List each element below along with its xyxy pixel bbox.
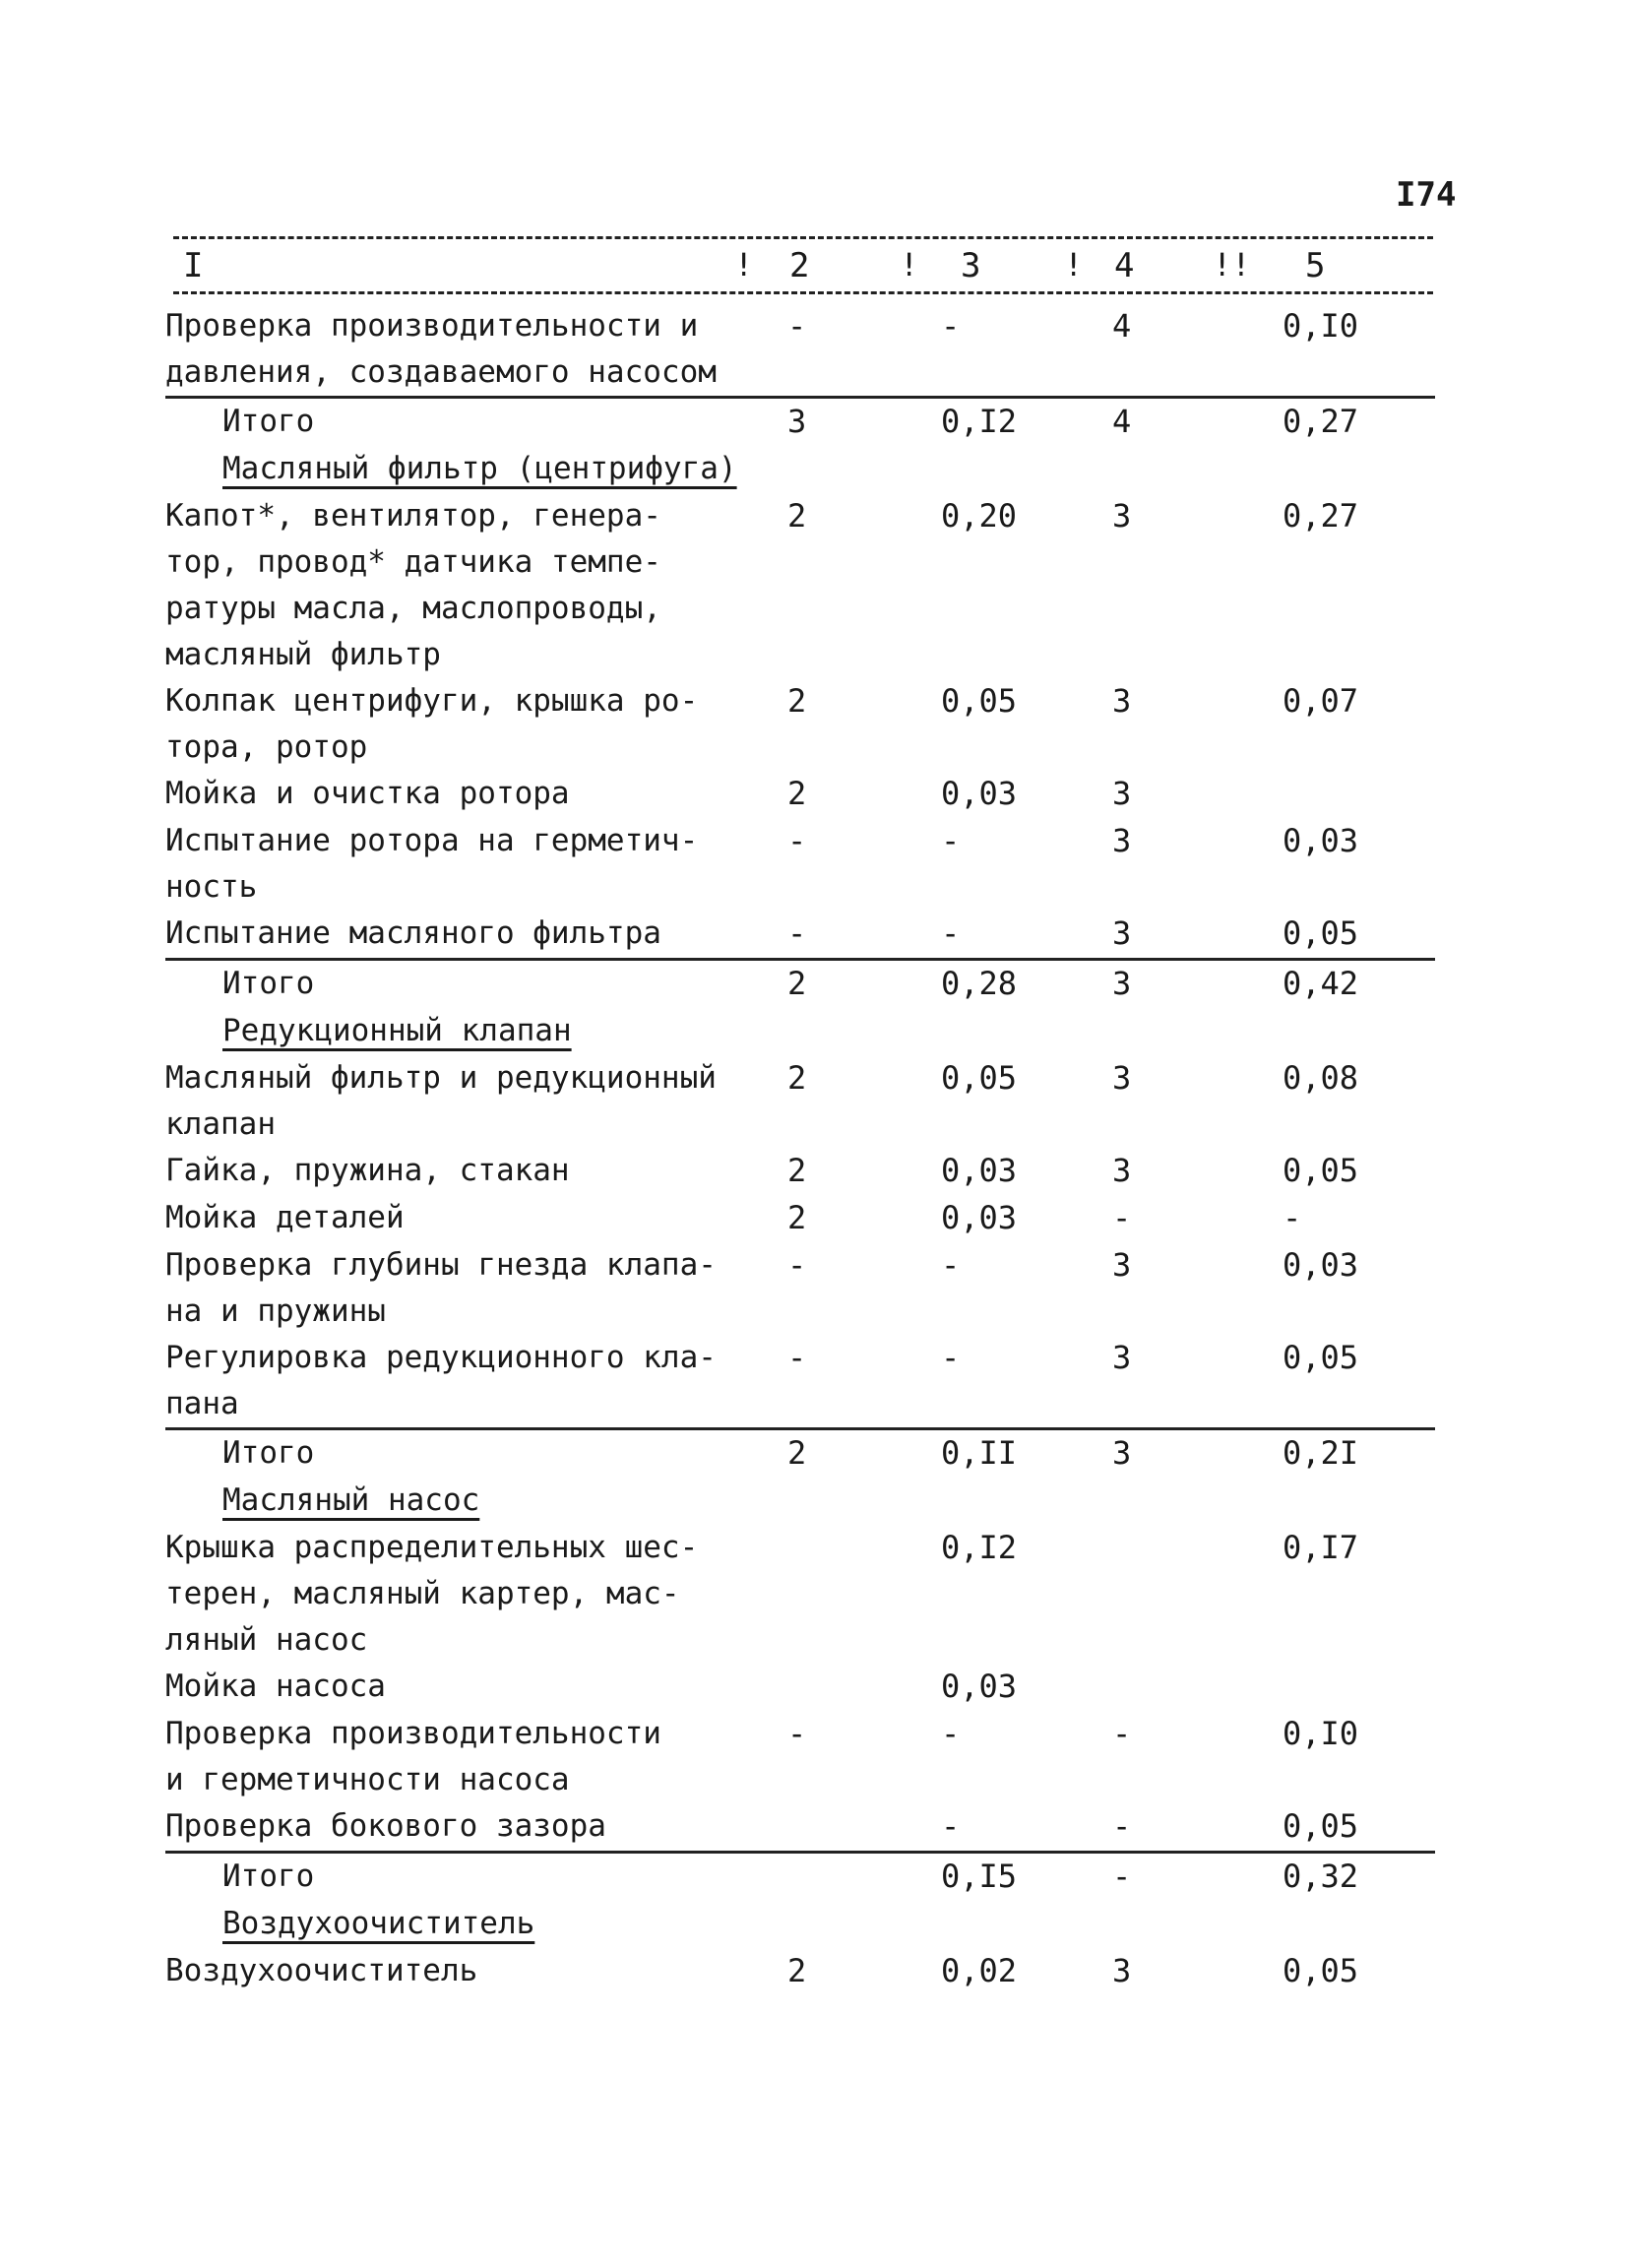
operation-line: Капот*, вентилятор, генера-	[165, 498, 661, 534]
operation-name	[165, 1664, 766, 1710]
value-c5: 0,05	[1283, 1339, 1359, 1376]
table-row	[165, 771, 1435, 818]
operation-name	[165, 771, 766, 817]
value-c5: 0,I0	[1283, 1715, 1359, 1752]
total-row	[165, 958, 1435, 1008]
value-c3: -	[941, 822, 961, 859]
value-c5: 0,42	[1283, 965, 1359, 1002]
header-top-rule	[173, 236, 1433, 239]
value-c5: 0,08	[1283, 1059, 1359, 1097]
value-c5: 0,27	[1283, 403, 1359, 440]
operation-line: тор, провод* датчика темпе-	[165, 544, 661, 580]
total-row	[165, 396, 1435, 446]
value-c3: 0,03	[941, 1199, 1018, 1236]
value-c5: 0,03	[1283, 822, 1359, 859]
operation-line: Мойка деталей	[165, 1200, 405, 1235]
operation-name	[165, 911, 766, 957]
header-col-2: 2	[789, 246, 810, 285]
operation-name	[165, 1008, 823, 1054]
header-bottom-rule	[173, 291, 1433, 294]
operation-name	[165, 493, 766, 678]
value-c2: -	[787, 307, 807, 345]
value-c2: 2	[787, 1199, 807, 1236]
table-row	[165, 1335, 1435, 1427]
value-c3: -	[941, 307, 961, 345]
operation-name	[165, 1430, 823, 1477]
operation-name	[165, 446, 823, 492]
operation-line: Воздухоочиститель	[165, 1953, 478, 1988]
value-c3: 0,05	[941, 682, 1018, 720]
operation-line: ратуры масла, маслопроводы,	[165, 591, 661, 626]
value-c4: 4	[1112, 403, 1132, 440]
operation-line: Проверка производительности	[165, 1716, 661, 1751]
operation-line: Проверка производительности и	[165, 308, 699, 344]
value-c4: 4	[1112, 307, 1132, 345]
value-c3: 0,05	[941, 1059, 1018, 1097]
value-c4: -	[1112, 1715, 1132, 1752]
value-c3: 0,03	[941, 1668, 1018, 1705]
operation-name	[165, 1055, 766, 1148]
value-c4: -	[1112, 1807, 1132, 1845]
operation-line: Проверка бокового зазора	[165, 1808, 606, 1844]
page-number: I74	[1396, 175, 1457, 215]
table-row	[165, 1055, 1435, 1148]
operation-line: на и пружины	[165, 1293, 386, 1329]
table-header	[173, 242, 1433, 291]
operation-line: Регулировка редукционного кла-	[165, 1340, 717, 1375]
value-c3: -	[941, 1807, 961, 1845]
table-body	[165, 303, 1435, 1995]
operation-name	[165, 1242, 766, 1335]
table-row	[165, 1803, 1435, 1851]
table-row	[165, 911, 1435, 958]
value-c2: -	[787, 1246, 807, 1284]
value-c4: -	[1112, 1199, 1132, 1236]
header-separator: !!	[1213, 246, 1251, 284]
value-c5: 0,05	[1283, 1807, 1359, 1845]
value-c4: 3	[1112, 914, 1132, 952]
value-c3: 0,I2	[941, 1529, 1018, 1566]
operation-line: Мойка и очистка ротора	[165, 776, 570, 811]
value-c2: 2	[787, 1434, 807, 1472]
value-c3: -	[941, 1339, 961, 1376]
operation-line: Мойка насоса	[165, 1669, 386, 1704]
value-c4: 3	[1112, 1152, 1132, 1189]
table-row	[165, 678, 1435, 771]
table-row	[165, 1148, 1435, 1195]
value-c4: 3	[1112, 775, 1132, 812]
value-c3: 0,03	[941, 775, 1018, 812]
operation-name	[165, 1948, 766, 1994]
value-c2: -	[787, 1339, 807, 1376]
operation-line: Масляный фильтр (центрифуга)	[222, 451, 737, 486]
operation-name	[165, 303, 766, 396]
value-c5: 0,05	[1283, 1152, 1359, 1189]
value-c3: 0,I5	[941, 1858, 1018, 1895]
table-row	[165, 1525, 1435, 1664]
operation-line: Редукционный клапан	[222, 1013, 572, 1048]
total-row	[165, 1427, 1435, 1478]
operation-line: Масляный насос	[222, 1482, 480, 1518]
value-c3: -	[941, 914, 961, 952]
value-c5: 0,I0	[1283, 307, 1359, 345]
operation-line: Крышка распределительных шес-	[165, 1530, 699, 1565]
operation-line: пана	[165, 1386, 239, 1421]
value-c3: 0,03	[941, 1152, 1018, 1189]
value-c3: 0,02	[941, 1952, 1018, 1989]
value-c4: 3	[1112, 822, 1132, 859]
operation-name	[165, 678, 766, 771]
header-separator: !	[1064, 246, 1084, 284]
value-c2: 3	[787, 403, 807, 440]
value-c5: 0,07	[1283, 682, 1359, 720]
value-c5: -	[1283, 1199, 1302, 1236]
table-row	[165, 1242, 1435, 1335]
value-c4: 3	[1112, 497, 1132, 535]
value-c2: 2	[787, 1152, 807, 1189]
operation-line: давления, создаваемого насосом	[165, 354, 717, 390]
value-c5: 0,27	[1283, 497, 1359, 535]
operation-line: тора, ротор	[165, 729, 368, 765]
table-row	[165, 1664, 1435, 1711]
value-c2: 2	[787, 1059, 807, 1097]
operation-line: Воздухоочиститель	[222, 1906, 535, 1941]
value-c3: 0,20	[941, 497, 1018, 535]
value-c3: -	[941, 1715, 961, 1752]
operation-line: Испытание ротора на герметич-	[165, 823, 699, 858]
operation-name	[165, 399, 823, 445]
operation-line: Гайка, пружина, стакан	[165, 1153, 570, 1188]
operation-line: Колпак центрифуги, крышка ро-	[165, 683, 699, 719]
operation-name	[165, 1478, 823, 1524]
table-row	[165, 818, 1435, 911]
value-c3: 0,I2	[941, 403, 1018, 440]
value-c2: 2	[787, 682, 807, 720]
table-row	[165, 493, 1435, 678]
operation-line: клапан	[165, 1106, 276, 1142]
value-c3: 0,II	[941, 1434, 1018, 1472]
total-row	[165, 1851, 1435, 1901]
operation-line: масляный фильтр	[165, 637, 441, 672]
value-c4: 3	[1112, 965, 1132, 1002]
operation-line: ляный насос	[165, 1622, 368, 1658]
operation-name	[165, 1803, 766, 1850]
value-c4: 3	[1112, 1434, 1132, 1472]
value-c4: -	[1112, 1858, 1132, 1895]
header-col-3: 3	[961, 246, 981, 285]
operation-line: Масляный фильтр и редукционный	[165, 1060, 717, 1096]
header-separator: !	[900, 246, 919, 284]
section-heading	[165, 446, 1435, 493]
value-c5: 0,I7	[1283, 1529, 1359, 1566]
operation-line: и герметичности насоса	[165, 1762, 570, 1797]
value-c3: 0,28	[941, 965, 1018, 1002]
operation-line: Итого	[222, 1858, 315, 1894]
operation-name	[165, 818, 766, 911]
value-c2: 2	[787, 775, 807, 812]
value-c2: -	[787, 914, 807, 952]
value-c5: 0,03	[1283, 1246, 1359, 1284]
operation-name	[165, 1854, 823, 1900]
operation-line: Испытание масляного фильтра	[165, 915, 661, 951]
value-c2: 2	[787, 497, 807, 535]
section-heading	[165, 1008, 1435, 1055]
header-col-4: 4	[1114, 246, 1135, 285]
operation-name	[165, 1711, 766, 1803]
operation-line: ность	[165, 869, 258, 905]
section-heading	[165, 1478, 1435, 1525]
value-c4: 3	[1112, 1246, 1132, 1284]
value-c3: -	[941, 1246, 961, 1284]
value-c2: -	[787, 1715, 807, 1752]
header-separator: !	[734, 246, 754, 284]
operation-line: Проверка глубины гнезда клапа-	[165, 1247, 717, 1283]
table-row	[165, 1195, 1435, 1242]
operation-line: Итого	[222, 966, 315, 1001]
value-c5: 0,05	[1283, 1952, 1359, 1989]
value-c2: 2	[787, 1952, 807, 1989]
table-row	[165, 1711, 1435, 1803]
value-c5: 0,32	[1283, 1858, 1359, 1895]
value-c4: 3	[1112, 1059, 1132, 1097]
table-row	[165, 1948, 1435, 1995]
value-c5: 0,05	[1283, 914, 1359, 952]
value-c4: 3	[1112, 682, 1132, 720]
section-heading	[165, 1901, 1435, 1948]
operation-name	[165, 1901, 823, 1947]
value-c2: 2	[787, 965, 807, 1002]
value-c2: -	[787, 822, 807, 859]
operation-name	[165, 1195, 766, 1241]
operation-name	[165, 1525, 766, 1664]
header-col-1: I	[183, 246, 204, 285]
value-c4: 3	[1112, 1952, 1132, 1989]
operation-name	[165, 961, 823, 1007]
operation-line: терен, масляный картер, мас-	[165, 1576, 680, 1611]
value-c4: 3	[1112, 1339, 1132, 1376]
operation-name	[165, 1335, 766, 1427]
operation-line: Итого	[222, 404, 315, 439]
operation-line: Итого	[222, 1435, 315, 1471]
table-row	[165, 303, 1435, 396]
header-col-5: 5	[1305, 246, 1326, 285]
value-c5: 0,2I	[1283, 1434, 1359, 1472]
operation-name	[165, 1148, 766, 1194]
